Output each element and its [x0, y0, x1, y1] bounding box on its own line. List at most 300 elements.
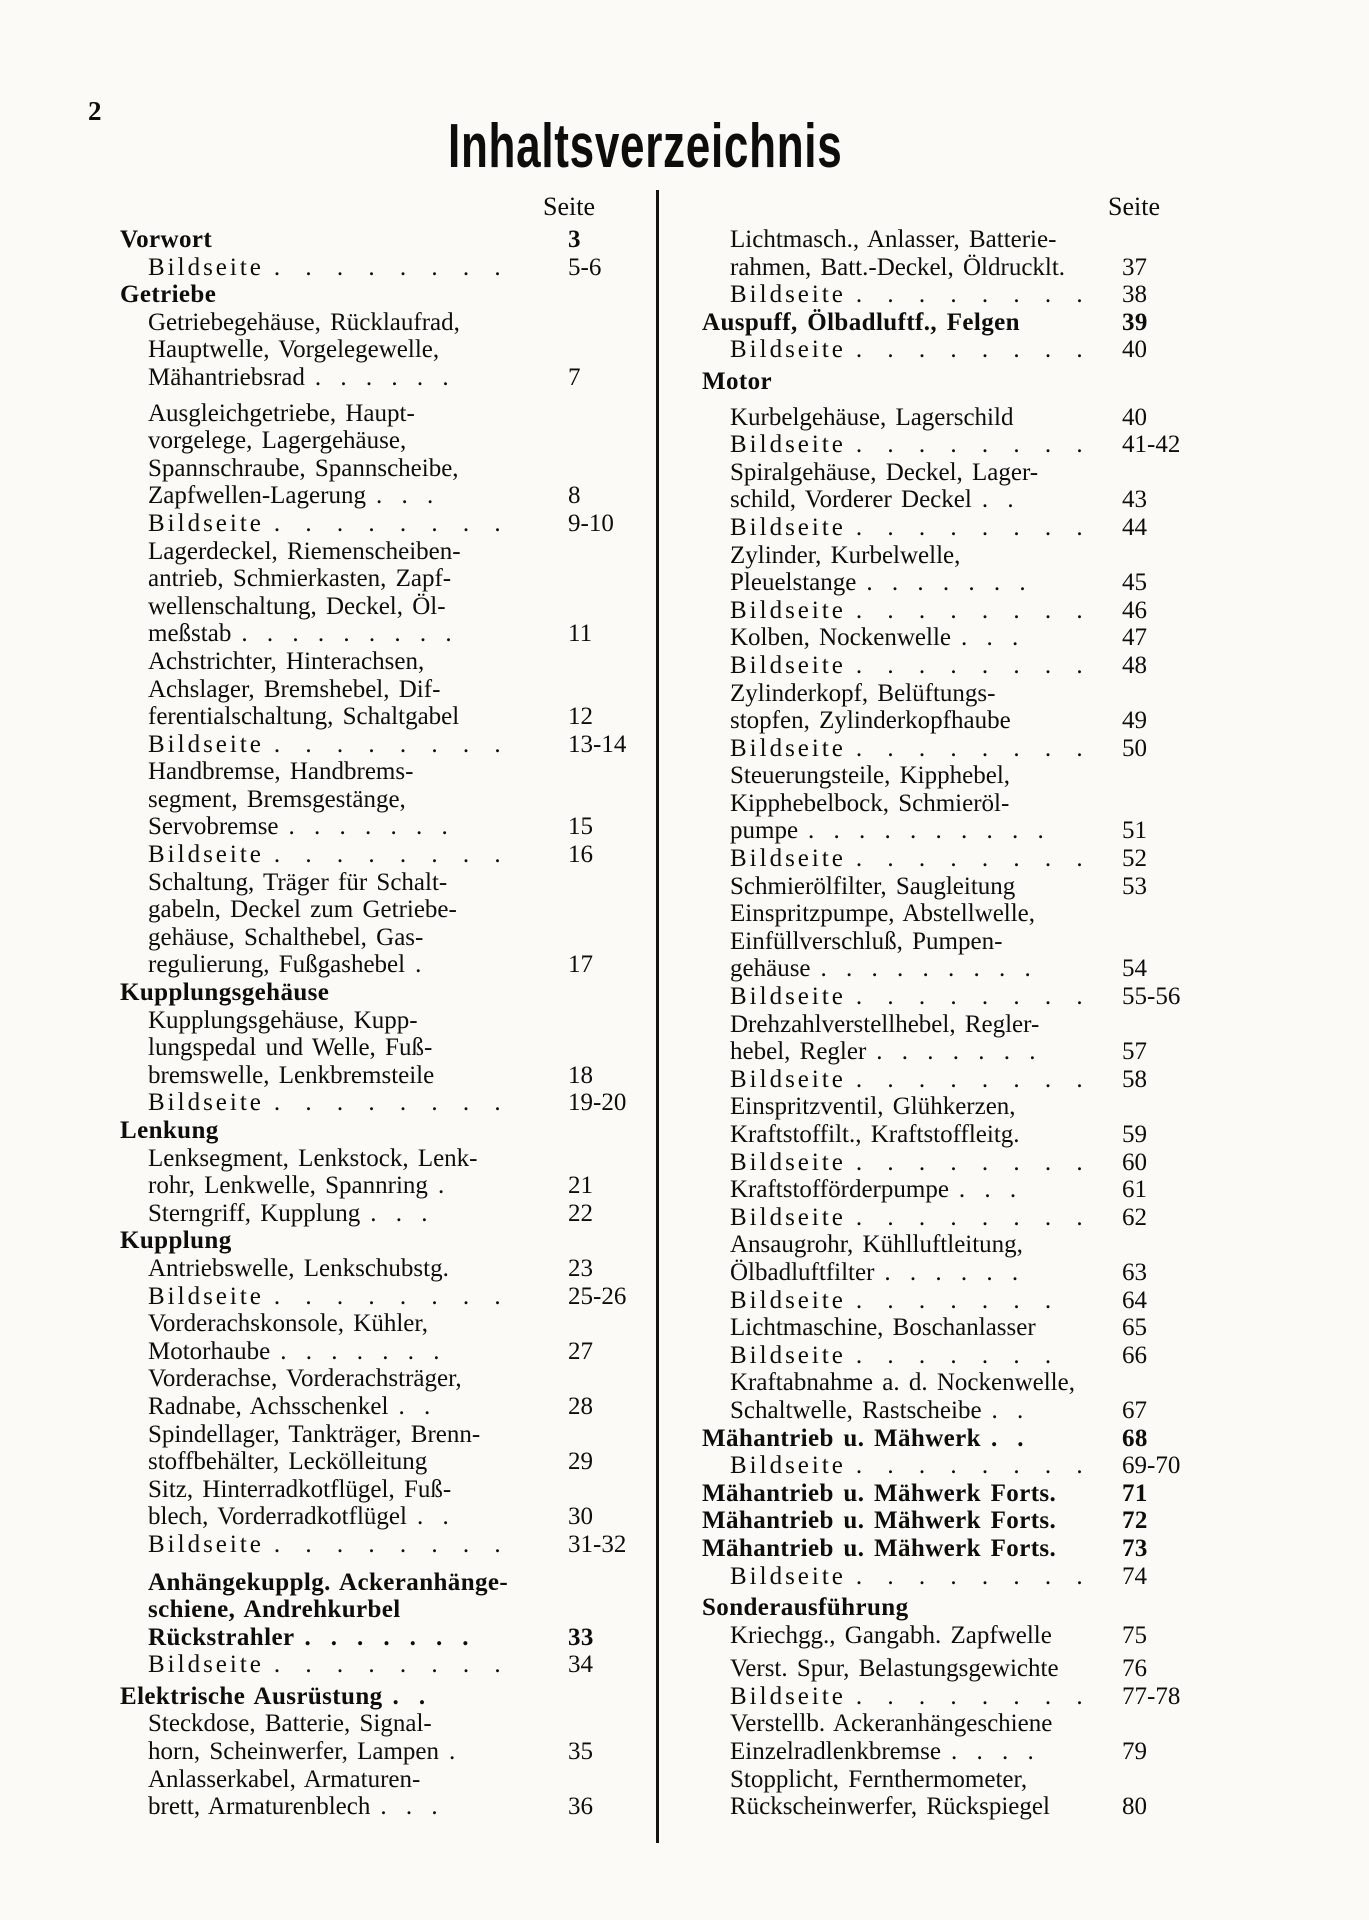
toc-page-number: 5-6	[568, 253, 602, 281]
toc-entry-text: Hauptwelle, Vorgelegewelle,	[148, 336, 440, 364]
toc-page-number: 37	[1122, 253, 1147, 281]
toc-page-number: 21	[568, 1172, 593, 1200]
toc-entry-line	[702, 1655, 1322, 1683]
toc-entry-text: Schmierölfilter, Saugleitung	[730, 872, 1016, 900]
toc-entry-text: Einfüllverschluß, Pumpen-	[730, 927, 1003, 955]
toc-entry-line	[702, 1622, 1322, 1650]
toc-entry-line	[120, 1062, 740, 1090]
toc-entry-text: Auspuff, Ölbadluftf., Felgen	[702, 308, 1020, 336]
toc-entry-line	[702, 1738, 1322, 1766]
toc-entry-line	[120, 648, 740, 676]
toc-entry-line	[120, 1007, 740, 1035]
toc-page-number: 64	[1122, 1286, 1147, 1314]
toc-entry-line	[702, 1149, 1322, 1177]
toc-entry-text: Bildseite	[730, 596, 846, 624]
toc-entry-line	[702, 1259, 1322, 1287]
toc-entry-text: Mähantrieb u. Mähwerk Forts.	[702, 1507, 1057, 1535]
toc-entry-text: Bildseite	[730, 1148, 846, 1176]
toc-column-right	[702, 226, 1322, 1821]
toc-entry-text: Bildseite	[730, 281, 846, 309]
toc-entry-text: Verstellb. Ackeranhängeschiene	[730, 1710, 1053, 1738]
toc-entry-line	[702, 762, 1322, 790]
toc-entry-text: Bildseite	[148, 509, 264, 537]
toc-entry-line	[702, 817, 1322, 845]
toc-page-number: 51	[1122, 817, 1147, 845]
toc-entry-text: Kraftstofförderpumpe	[730, 1176, 949, 1204]
toc-entry-text: Bildseite	[730, 1682, 846, 1710]
toc-entry-text: Drehzahlverstellhebel, Regler-	[730, 1010, 1040, 1038]
toc-entry-text: brett, Armaturenblech	[148, 1793, 371, 1821]
toc-entry-text: Ölbadluftfilter	[730, 1258, 875, 1286]
dot-leader: .	[449, 1738, 456, 1766]
toc-page-number: 33	[568, 1623, 594, 1651]
toc-entry-text: segment, Bremsgestänge,	[148, 785, 406, 813]
toc-page-number: 13-14	[568, 730, 627, 758]
toc-page-number: 49	[1122, 707, 1147, 735]
toc-page-number: 23	[568, 1254, 593, 1282]
toc-entry-line	[702, 1287, 1322, 1315]
toc-entry-line	[120, 1738, 740, 1766]
toc-entry-text: ferentialschaltung, Schaltgabel	[148, 703, 460, 731]
dot-leader: . . . . . . . .	[855, 651, 1086, 679]
toc-entry-line	[120, 538, 740, 566]
toc-entry-text: Mähantrieb u. Mähwerk Forts.	[702, 1534, 1057, 1562]
toc-page-number: 28	[568, 1392, 593, 1420]
dot-leader: . . . . . . . .	[855, 1452, 1086, 1480]
dot-leader: . . . . . .	[884, 1258, 1019, 1286]
toc-entry-line	[702, 1342, 1322, 1370]
toc-entry-line	[702, 1011, 1322, 1039]
toc-entry-line	[702, 1204, 1322, 1232]
dot-leader: . . . . . . . .	[273, 509, 504, 537]
toc-entry-line	[702, 281, 1322, 309]
toc-section-heading	[702, 1425, 1322, 1453]
toc-entry-text: Bildseite	[148, 1089, 264, 1117]
dot-leader: . . . . . . . .	[273, 841, 504, 869]
page-title: Inhaltsverzeichnis	[448, 112, 843, 181]
toc-entry-text: bremswelle, Lenkbremsteile	[148, 1061, 435, 1089]
toc-entry-text: Bildseite	[730, 1341, 846, 1369]
toc-entry-line	[120, 1651, 740, 1679]
toc-entry-text: Spannschraube, Spannscheibe,	[148, 454, 459, 482]
toc-entry-line	[702, 900, 1322, 928]
toc-entry-text: Getriebegehäuse, Rücklaufrad,	[148, 308, 460, 336]
toc-entry-line	[702, 1563, 1322, 1591]
dot-leader: . . . . . . . .	[855, 983, 1086, 1011]
toc-page-number: 19-20	[568, 1089, 627, 1117]
toc-entry-line	[120, 1793, 740, 1821]
toc-page-number: 40	[1122, 336, 1147, 364]
toc-entry-text: Lichtmaschine, Boschanlasser	[730, 1314, 1036, 1342]
toc-entry-text: Pleuelstange	[730, 569, 857, 597]
toc-page-number: 52	[1122, 845, 1147, 873]
toc-entry-text: meßstab	[148, 620, 232, 648]
toc-page-number: 76	[1122, 1655, 1147, 1683]
toc-entry-text: Steuerungsteile, Kipphebel,	[730, 762, 1011, 790]
toc-page-number: 38	[1122, 281, 1147, 309]
toc-page-number: 7	[568, 363, 581, 391]
toc-entry-line	[702, 514, 1322, 542]
toc-section-heading	[702, 1535, 1322, 1563]
dot-leader: . . .	[380, 1793, 438, 1821]
toc-entry-line	[120, 620, 740, 648]
toc-entry-line	[120, 1310, 740, 1338]
toc-entry-text: Bildseite	[148, 253, 264, 281]
toc-entry-line	[702, 459, 1322, 487]
dot-leader: . . . . . . . .	[855, 281, 1086, 309]
toc-page-number: 35	[568, 1738, 593, 1766]
toc-entry-text: Einzelradlenkbremse	[730, 1738, 942, 1766]
toc-entry-text: Bildseite	[148, 730, 264, 758]
toc-entry-text: Elektrische Ausrüstung	[120, 1682, 383, 1710]
toc-entry-line	[702, 1314, 1322, 1342]
toc-entry-text: Bildseite	[730, 1452, 846, 1480]
toc-section-heading	[702, 1507, 1322, 1535]
toc-entry-text: Kraftstoffilt., Kraftstoffleitg.	[730, 1121, 1020, 1148]
toc-entry-line	[120, 841, 740, 869]
toc-entry-text: Bildseite	[730, 513, 846, 541]
toc-entry-line	[120, 482, 740, 510]
dot-leader: . .	[991, 1396, 1024, 1424]
toc-entry-line	[120, 1089, 740, 1117]
toc-entry-line	[702, 790, 1322, 818]
dot-leader: . . . .	[951, 1738, 1034, 1766]
toc-entry-text: Vorderachse, Vorderachsträger,	[148, 1365, 462, 1393]
toc-page-number: 48	[1122, 651, 1147, 679]
dot-leader: . . . . . . . . .	[820, 955, 1031, 983]
toc-entry-text: Rückstrahler	[148, 1623, 295, 1651]
toc-entry-text: Bildseite	[730, 734, 846, 762]
dot-leader: . .	[981, 486, 1014, 514]
toc-page-number: 39	[1122, 308, 1148, 336]
toc-entry-text: Zapfwellen-Lagerung	[148, 482, 366, 510]
toc-entry-line	[120, 400, 740, 428]
toc-entry-line	[120, 1200, 740, 1228]
toc-entry-text: Bildseite	[148, 1651, 264, 1679]
toc-entry-text: stopfen, Zylinderkopfhaube	[730, 707, 1011, 735]
toc-entry-text: rohr, Lenkwelle, Spannring	[148, 1172, 428, 1200]
toc-entry-line	[120, 593, 740, 621]
toc-page-number: 29	[568, 1448, 593, 1476]
toc-entry-line	[702, 1038, 1322, 1066]
seite-column-header-right: Seite	[1108, 192, 1160, 221]
dot-leader: . . . . . . . .	[273, 1530, 504, 1558]
toc-entry-line	[702, 1710, 1322, 1738]
toc-entry-text: Kolben, Nockenwelle	[730, 624, 951, 652]
toc-page-number: 75	[1122, 1621, 1147, 1649]
dot-leader: . . . . . . . .	[855, 1203, 1086, 1231]
toc-column-left	[120, 226, 740, 1821]
dot-leader: . . . . . . . .	[855, 336, 1086, 364]
toc-page-number: 22	[568, 1199, 593, 1227]
toc-section-heading	[120, 1117, 740, 1145]
toc-entry-line	[120, 758, 740, 786]
toc-entry-line	[120, 703, 740, 731]
toc-entry-line	[120, 254, 740, 282]
dot-leader: . . . . . . .	[855, 1286, 1055, 1314]
toc-entry-line	[702, 1369, 1322, 1397]
dot-leader: . . . . . . .	[866, 569, 1026, 597]
toc-entry-text: Ansaugrohr, Kühlluftleitung,	[730, 1231, 1023, 1259]
toc-entry-text: Anhängekupplg. Ackeranhänge-	[148, 1568, 509, 1596]
dot-leader: . . . . . . .	[855, 1341, 1055, 1369]
toc-page-number: 69-70	[1122, 1452, 1181, 1480]
dot-leader: .	[415, 951, 422, 979]
toc-section-heading	[702, 1480, 1322, 1508]
toc-entry-line	[120, 1624, 740, 1652]
toc-page-number: 12	[568, 703, 593, 731]
toc-entry-text: Bildseite	[730, 1562, 846, 1590]
toc-page-number: 9-10	[568, 509, 614, 537]
toc-entry-text: Radnabe, Achsschenkel	[148, 1392, 389, 1420]
toc-page-number: 50	[1122, 734, 1147, 762]
toc-page-number: 66	[1122, 1341, 1147, 1369]
dot-leader: . . . . . . . .	[855, 1682, 1086, 1710]
toc-entry-text: Mähantrieb u. Mähwerk	[702, 1424, 981, 1452]
toc-page-number: 60	[1122, 1148, 1147, 1176]
toc-entry-line	[702, 226, 1322, 254]
toc-entry-text: Sitz, Hinterradkotflügel, Fuß-	[148, 1475, 452, 1503]
toc-entry-text: Zylinderkopf, Belüftungs-	[730, 679, 996, 707]
toc-entry-line	[702, 1683, 1322, 1711]
toc-entry-text: Motorhaube	[148, 1337, 271, 1365]
toc-page-number: 71	[1122, 1479, 1148, 1507]
dot-leader: . .	[392, 1682, 426, 1710]
toc-section-heading	[120, 1227, 740, 1255]
dot-leader: . . .	[375, 482, 434, 510]
toc-entry-line	[702, 1766, 1322, 1794]
toc-entry-line	[120, 1569, 740, 1597]
toc-entry-line	[120, 1338, 740, 1366]
toc-entry-text: lungspedal und Welle, Fuß-	[148, 1034, 433, 1062]
toc-entry-line	[120, 869, 740, 897]
toc-page-number: 43	[1122, 486, 1147, 514]
toc-entry-text: Vorwort	[120, 226, 213, 253]
toc-entry-line	[702, 624, 1322, 652]
toc-entry-text: Bildseite	[730, 336, 846, 364]
toc-entry-text: Zylinder, Kurbelwelle,	[730, 541, 961, 569]
toc-entry-line	[702, 1397, 1322, 1425]
dot-leader: . .	[416, 1503, 449, 1531]
toc-entry-text: Bildseite	[148, 841, 264, 869]
dot-leader: . . . . . . . .	[855, 734, 1086, 762]
toc-entry-text: Servobremse	[148, 813, 279, 841]
toc-page-number: 63	[1122, 1258, 1147, 1286]
toc-entry-text: Bildseite	[730, 983, 846, 1011]
toc-entry-text: Sonderausführung	[702, 1594, 909, 1622]
toc-entry-line	[702, 569, 1322, 597]
toc-entry-line	[702, 431, 1322, 459]
toc-entry-line	[120, 1172, 740, 1200]
toc-entry-text: Mähantriebsrad	[148, 363, 305, 391]
toc-entry-line	[702, 735, 1322, 763]
toc-page-number: 65	[1122, 1314, 1147, 1342]
toc-page-number: 46	[1122, 596, 1147, 624]
toc-entry-text: Getriebe	[120, 281, 217, 309]
toc-entry-line	[120, 1448, 740, 1476]
dot-leader: . . . . . . . .	[855, 431, 1086, 459]
toc-entry-line	[120, 1476, 740, 1504]
toc-entry-text: Sterngriff, Kupplung	[148, 1199, 361, 1227]
toc-page-number: 25-26	[568, 1282, 627, 1310]
toc-entry-text: hebel, Regler	[730, 1038, 867, 1066]
toc-page-number: 53	[1122, 872, 1147, 900]
toc-page-number: 47	[1122, 624, 1147, 652]
toc-entry-text: Lichtmasch., Anlasser, Batterie-	[730, 226, 1057, 253]
toc-entry-line	[702, 1793, 1322, 1821]
toc-entry-text: Motor	[702, 367, 773, 395]
toc-entry-text: schild, Vorderer Deckel	[730, 486, 972, 514]
toc-entry-text: Bildseite	[730, 1286, 846, 1314]
toc-page-number: 44	[1122, 513, 1147, 541]
dot-leader: . . . . . . .	[280, 1337, 440, 1365]
toc-section-heading	[120, 226, 740, 254]
toc-page-number: 61	[1122, 1176, 1147, 1204]
toc-entry-line	[702, 597, 1322, 625]
toc-page-number: 18	[568, 1061, 593, 1089]
toc-entry-text: Schaltung, Träger für Schalt-	[148, 868, 448, 896]
dot-leader: . . . . . . .	[304, 1623, 469, 1651]
toc-page-number: 73	[1122, 1534, 1148, 1562]
toc-entry-text: Kipphebelbock, Schmieröl-	[730, 789, 1010, 817]
toc-section-heading	[702, 309, 1322, 337]
toc-entry-line	[120, 951, 740, 979]
toc-entry-line	[702, 1452, 1322, 1480]
toc-page-number: 59	[1122, 1121, 1147, 1148]
toc-entry-text: stoffbehälter, Leckölleitung	[148, 1448, 428, 1476]
dot-leader: . . .	[960, 624, 1019, 652]
seite-column-header-left: Seite	[543, 192, 595, 221]
toc-entry-line	[702, 680, 1322, 708]
dot-leader: . . .	[958, 1176, 1017, 1204]
toc-entry-line	[120, 896, 740, 924]
toc-entry-line	[702, 486, 1322, 514]
dot-leader: . . . . . . . .	[855, 513, 1086, 541]
toc-entry-text: Stopplicht, Fernthermometer,	[730, 1765, 1028, 1793]
toc-entry-line	[120, 1365, 740, 1393]
toc-entry-line	[702, 404, 1322, 432]
toc-entry-line	[120, 1421, 740, 1449]
toc-entry-text: vorgelege, Lagergehäuse,	[148, 427, 407, 455]
toc-entry-line	[120, 455, 740, 483]
dot-leader: . . . . . . . . .	[241, 620, 452, 648]
toc-entry-text: Einspritzpumpe, Abstellwelle,	[730, 900, 1036, 928]
toc-entry-line	[702, 1176, 1322, 1204]
toc-page-number: 54	[1122, 955, 1147, 983]
toc-entry-text: Lenkung	[120, 1117, 219, 1144]
toc-entry-text: Spiralgehäuse, Deckel, Lager-	[730, 458, 1039, 486]
toc-entry-line	[120, 1531, 740, 1559]
toc-entry-text: Kupplungsgehäuse, Kupp-	[148, 1006, 418, 1034]
toc-entry-text: Lenksegment, Lenkstock, Lenk-	[148, 1144, 478, 1172]
toc-page-number: 79	[1122, 1738, 1147, 1766]
dot-leader: . . . . . . . . . .	[808, 817, 1044, 845]
toc-page-number: 36	[568, 1793, 593, 1821]
toc-entry-text: schiene, Andrehkurbel	[148, 1596, 401, 1624]
toc-entry-text: Bildseite	[148, 1530, 264, 1558]
dot-leader: . . . . . . . .	[855, 1065, 1086, 1093]
toc-entry-line	[702, 1121, 1322, 1149]
toc-entry-line	[120, 427, 740, 455]
toc-entry-text: Handbremse, Handbrems-	[148, 758, 414, 786]
toc-entry-line	[120, 1145, 740, 1173]
toc-entry-text: Rückscheinwerfer, Rückspiegel	[730, 1793, 1050, 1821]
toc-entry-text: Kupplungsgehäuse	[120, 979, 330, 1007]
toc-section-heading	[120, 979, 740, 1007]
dot-leader: . . . . . . .	[876, 1038, 1036, 1066]
page-number-corner: 2	[88, 96, 102, 126]
toc-entry-text: Kraftabnahme a. d. Nockenwelle,	[730, 1369, 1075, 1397]
toc-entry-text: rahmen, Batt.-Deckel, Öldrucklt.	[730, 253, 1066, 281]
toc-entry-text: Spindellager, Tankträger, Brenn-	[148, 1420, 481, 1448]
toc-entry-line	[120, 510, 740, 538]
toc-entry-line	[702, 254, 1322, 282]
toc-entry-line	[120, 565, 740, 593]
toc-page-number: 41-42	[1122, 431, 1181, 459]
toc-page-number: 68	[1122, 1424, 1148, 1452]
toc-page-number: 72	[1122, 1507, 1148, 1535]
toc-entry-line	[120, 1766, 740, 1794]
dot-leader: . .	[398, 1392, 431, 1420]
toc-entry-line	[702, 1231, 1322, 1259]
toc-page-number: 67	[1122, 1396, 1147, 1424]
toc-page-number: 17	[568, 951, 593, 979]
toc-entry-line	[702, 1093, 1322, 1121]
toc-entry-line	[702, 1066, 1322, 1094]
toc-entry-text: antrieb, Schmierkasten, Zapf-	[148, 565, 452, 593]
toc-entry-text: gehäuse	[730, 955, 811, 983]
toc-page-number: 16	[568, 841, 593, 869]
toc-entry-line	[120, 731, 740, 759]
toc-page-number: 40	[1122, 403, 1147, 431]
toc-page-number: 58	[1122, 1065, 1147, 1093]
toc-entry-line	[120, 1255, 740, 1283]
toc-entry-text: pumpe	[730, 817, 799, 845]
dot-leader: . . . . . . . .	[273, 1089, 504, 1117]
toc-entry-text: Ausgleichgetriebe, Haupt-	[148, 399, 415, 427]
toc-page-number: 74	[1122, 1562, 1147, 1590]
toc-entry-line	[702, 983, 1322, 1011]
toc-page-number: 30	[568, 1503, 593, 1531]
toc-entry-text: Achstrichter, Hinterachsen,	[148, 647, 425, 675]
toc-page-number: 62	[1122, 1203, 1147, 1231]
toc-page-number: 3	[568, 226, 581, 253]
dot-leader: . . . . . . . .	[855, 1562, 1086, 1590]
toc-page-number: 57	[1122, 1038, 1147, 1066]
toc-entry-line	[702, 873, 1322, 901]
toc-entry-line	[120, 309, 740, 337]
dot-leader: . . . . . .	[314, 363, 449, 391]
toc-entry-text: Mähantrieb u. Mähwerk Forts.	[702, 1479, 1057, 1507]
toc-entry-line	[702, 955, 1322, 983]
toc-entry-text: Bildseite	[730, 1203, 846, 1231]
toc-page-number: 55-56	[1122, 983, 1181, 1011]
toc-entry-text: Steckdose, Batterie, Signal-	[148, 1710, 432, 1738]
toc-section-heading	[120, 1683, 740, 1711]
toc-entry-text: Schaltwelle, Rastscheibe	[730, 1396, 982, 1424]
toc-entry-line	[120, 336, 740, 364]
toc-entry-line	[120, 1710, 740, 1738]
toc-entry-line	[702, 707, 1322, 735]
dot-leader: . . . . . . . .	[855, 845, 1086, 873]
toc-entry-text: Kurbelgehäuse, Lagerschild	[730, 403, 1014, 431]
toc-entry-text: Achslager, Bremshebel, Dif-	[148, 675, 441, 703]
toc-entry-line	[120, 1503, 740, 1531]
toc-page-number: 77-78	[1122, 1682, 1181, 1710]
dot-leader: . . . . . . .	[288, 813, 448, 841]
toc-entry-text: Bildseite	[148, 1282, 264, 1310]
dot-leader: . . . . . . . .	[855, 596, 1086, 624]
